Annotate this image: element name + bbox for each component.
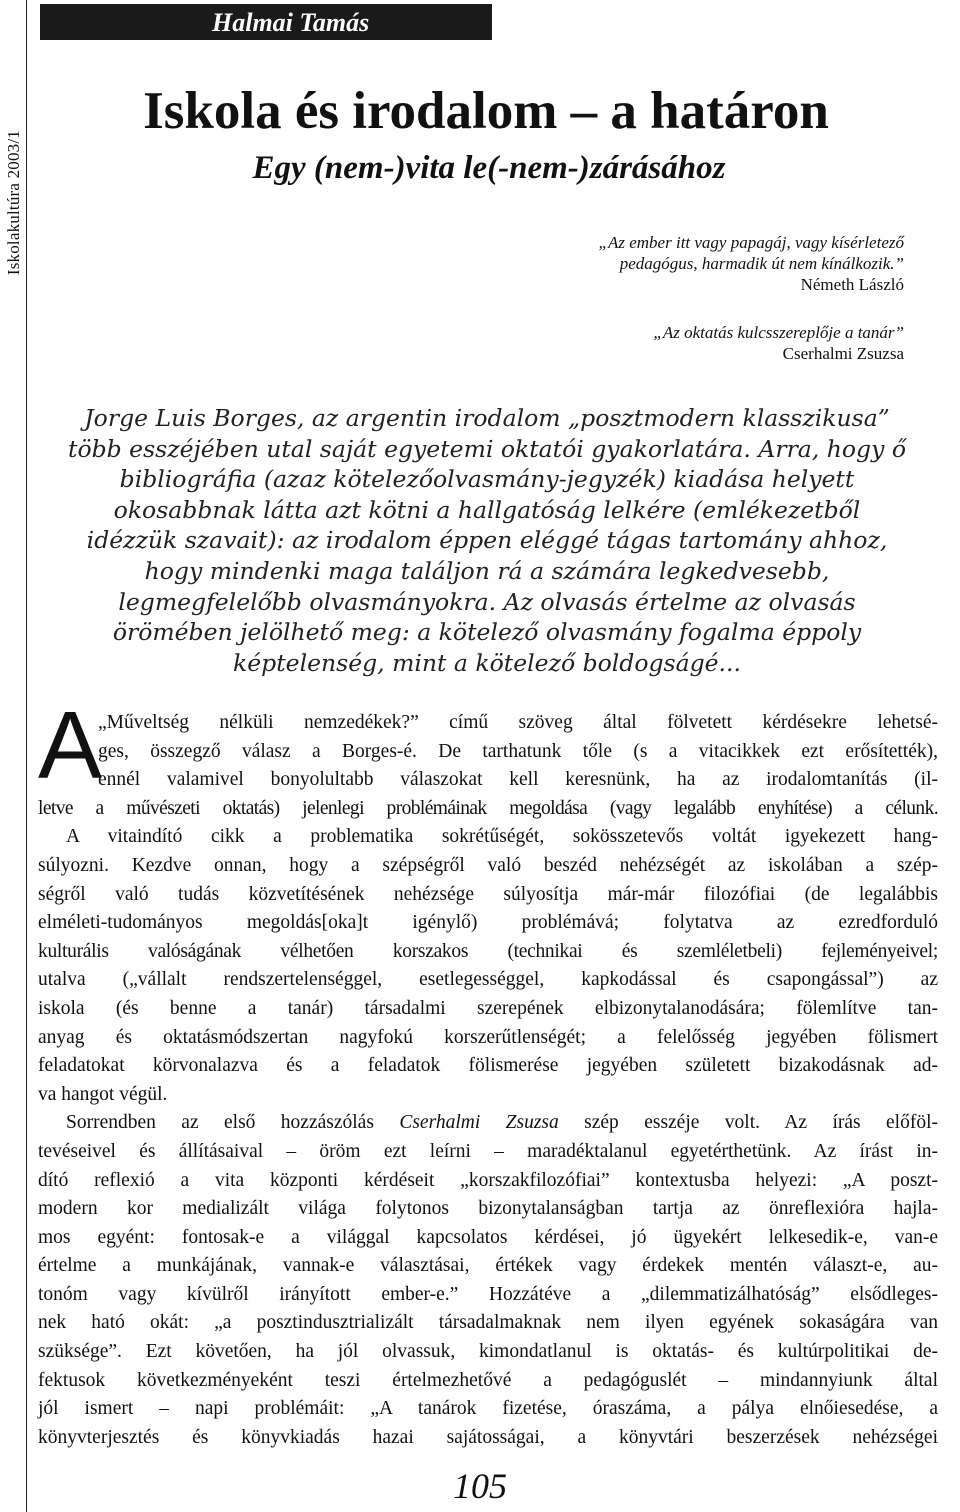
epigraph-author: Németh László xyxy=(800,275,904,294)
body-line: ennél valamivel bonyolultabb válaszokat kell keresnünk, ha az irodalomtanítás (il- xyxy=(98,769,938,791)
lead-line: több esszéjében utal saját egyetemi oktatói gyakorlatára. Arra, hogy ő xyxy=(68,434,906,463)
journal-sidebar xyxy=(0,0,26,1512)
lead-line: legmegfelelőbb olvasmányokra. Az olvasás értelme az olvasás xyxy=(118,587,856,616)
body-line: iskola (és benne a tanár) társadalmi szerepének elbizonytalanodására; fölemlítve tan- xyxy=(38,997,938,1019)
body-line: könyvterjesztés és könyvkiadás hazai sajátosságai, a könyvtári beszerzések nehézségei xyxy=(38,1426,938,1448)
body-line: tonóm vagy kívülről irányított ember-e.” Hozzátéve a „dilemmatizálhatóság” elsődleges- xyxy=(38,1283,938,1305)
body-line: modern kor medializált világa folytonos bizonytalanságban tartja az önreflexióra hajla- xyxy=(38,1198,938,1220)
body-line: jól ismert – napi problémáit: „A tanárok fizetése, óraszáma, a pálya elnőiesedése, a xyxy=(38,1398,938,1420)
lead-line: Jorge Luis Borges, az argentin irodalom „posztmodern klasszikusa” xyxy=(84,404,890,432)
author-banner xyxy=(40,4,492,40)
drop-cap: A xyxy=(38,692,103,799)
page-number: 105 xyxy=(453,1466,507,1506)
body-line: tevéseivel és állításaival – öröm ezt leírni – maradéktalanul egyetérthetünk. Az írást in- xyxy=(38,1140,938,1162)
body-line: ségről való tudás közvetítésének nehézsége súlyosítja már-már filozófiai (de legalábbis xyxy=(38,883,938,905)
author-name: Halmai Tamás xyxy=(212,8,370,37)
body-line: letve a művészeti oktatás) jelenlegi problémáinak megoldása (vagy legalább enyhítése) a célunk. xyxy=(38,797,938,819)
epigraph-author: Cserhalmi Zsuzsa xyxy=(782,344,904,363)
body-line: dító reflexió a vita központi kérdéseit „korszakfilozófiai” kontextusba helyezi: „A poszt- xyxy=(38,1169,938,1191)
body-line: utalva („vállalt rendszertelenséggel, esetlegességgel, kapkodással és csapongással”) az xyxy=(38,969,938,991)
body-line: „Műveltség nélküli nemzedékek?” című szöveg által fölvetett kérdésekre lehetsé- xyxy=(98,712,938,733)
article-body xyxy=(38,709,938,1452)
epigraph-line: „Az ember itt vagy papagáj, vagy kísérletező xyxy=(598,233,904,252)
lead-line: bibliográfia (azaz kötelezőolvasmány-jegyzék) kiadása helyett xyxy=(119,465,855,494)
body-line: mos egyént: fontosak-e a világgal kapcsolatos kérdései, jó ügyekért lelkesedik-e, van-e xyxy=(38,1226,938,1248)
body-line: súlyozni. Kezdve onnan, hogy a szépségről való beszéd nehézségét az iskolában a szép- xyxy=(38,854,938,876)
article-title: Iskola és irodalom – a határon xyxy=(143,82,829,140)
epigraph-line: „Az oktatás kulcsszereplője a tanár” xyxy=(653,323,904,342)
body-line: kulturális valóságának vélhetően korszakos (technikai és szemléletbeli) fejleményeivel; xyxy=(38,940,938,962)
lead-line: képtelenség, mint a kötelező boldogságé... xyxy=(233,648,741,677)
body-line: A vitaindító cikk a problematika sokrétűségét, sokösszetevős voltát igyekezett hang- xyxy=(66,826,938,848)
body-text: Sorrendben az első hozzászólás xyxy=(66,1112,400,1134)
epigraph-1 xyxy=(599,232,904,295)
body-line: va hangot végül. xyxy=(38,1083,168,1105)
body-line: szüksége”. Ezt követően, ha jól olvassuk, kimondatlanul is oktatás- és kultúrpolitikai de- xyxy=(38,1341,938,1363)
body-line: értelme a munkájának, vannak-e választásai, értékek vagy érdekek mentén választ-e, au- xyxy=(38,1255,938,1277)
lead-line: okosabbnak látta azt kötni a hallgatóság lelkére (emlékezetből xyxy=(113,495,861,524)
body-line: anyag és oktatásmódszertan nagyfokú korszerűtlenségét; a felelősség jegyében fölismert xyxy=(38,1026,938,1048)
author-reference: Cserhalmi Zsuzsa xyxy=(399,1112,559,1134)
body-line: nek ható okát: „a posztindusztrializált társadalmaknak nem ilyen egyének sokaságára van xyxy=(38,1312,938,1334)
lead-line: örömében jelölhető meg: a kötelező olvasmány fogalma éppoly xyxy=(112,618,862,647)
lead-line: idézzük szavait): az irodalom éppen eléggé tágas tartomány ahhoz, xyxy=(86,526,888,555)
running-head: Iskolakultúra 2003/1 xyxy=(4,130,23,276)
body-line: feladatokat körvonalazva és a feladatok fölismerése jegyében született bizakodásnak ad- xyxy=(38,1055,938,1077)
epigraph-line: pedagógus, harmadik út nem kínálkozik.” xyxy=(619,254,904,273)
lead-paragraph xyxy=(34,403,940,678)
article-subtitle: Egy (nem-)vita le(-nem-)zárásához xyxy=(252,150,726,186)
lead-line: hogy mindenki maga találjon rá a számára legkedvesebb, xyxy=(144,556,830,585)
epigraph-2 xyxy=(653,322,904,364)
body-line: fektusok következményeként teszi értelmezhetővé a pedagóguslét – mindannyiunk által xyxy=(38,1369,938,1391)
body-line: ges, összegző válasz a Borges-é. De tarthatunk tőle (s a vitacikkek ezt erősítették), xyxy=(98,740,938,762)
body-line xyxy=(38,1109,938,1138)
body-line: elméleti-tudományos megoldás[oka]t igénylő) problémává; folytatva az ezredforduló xyxy=(38,912,938,934)
sidebar-divider xyxy=(26,0,27,1512)
body-text: szép esszéje volt. Az írás előföl- xyxy=(558,1112,939,1134)
